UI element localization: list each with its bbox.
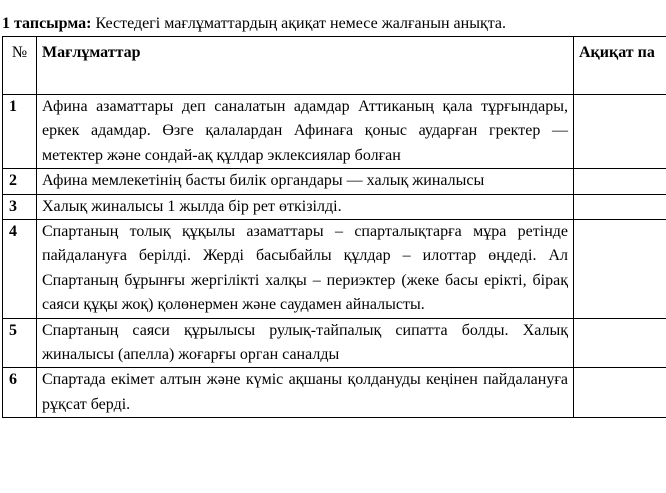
task-label: 1 тапсырма: — [2, 15, 92, 32]
row-fact: Халық жиналысы 1 жылда бір рет өткізілді. — [37, 194, 574, 219]
row-number: 3 — [3, 194, 37, 219]
answer-cell[interactable] — [574, 95, 666, 169]
table-row — [3, 368, 666, 418]
row-fact: Спартаның саяси құрылысы рулық-тайпалық сипатта болды. Халық жиналысы (апелла) жоғарғы орган саналды — [37, 318, 574, 368]
row-fact: Афина азаматтары деп саналатын адамдар Аттиканың қала тұрғындары, еркек адамдар. Өзге қалалардан Афинаға қоныс аударған гректер — метектер және сондай-ақ құлдар эклексиялар болған — [37, 95, 574, 169]
row-number: 4 — [3, 220, 37, 319]
row-number: 2 — [3, 169, 37, 194]
header-facts: Мағлұматтар — [37, 37, 574, 95]
row-fact: Спартаның толық құқылы азаматтары – спарталықтарға мұра ретінде пайдалануға берілді. Жерді басыбайлы құлдар – илоттар өңдеді. Ал Спартаның бұрынғы жергілікті халқы – периэктер (жеке басы ерікті, бірақ саяси құқы жоқ) қолөнермен және саудамен айналысты. — [37, 220, 574, 319]
table-row — [3, 194, 666, 219]
header-number: № — [3, 37, 37, 95]
answer-cell[interactable] — [574, 169, 666, 194]
task-title — [2, 14, 506, 34]
answer-cell[interactable] — [574, 368, 666, 418]
answer-cell[interactable] — [574, 194, 666, 219]
answer-cell[interactable] — [574, 220, 666, 319]
answer-cell[interactable] — [574, 318, 666, 368]
table-row — [3, 318, 666, 368]
row-fact: Спартада екімет алтын және күміс ақшаны қолдануды кеңінен пайдалануға рұқсат берді. — [37, 368, 574, 418]
row-number: 6 — [3, 368, 37, 418]
table-header-row — [3, 37, 666, 95]
row-number: 1 — [3, 95, 37, 169]
facts-table — [2, 36, 666, 418]
table-row — [3, 169, 666, 194]
row-number: 5 — [3, 318, 37, 368]
task-text: Кестедегі мағлұматтардың ақиқат немесе жалғанын анықта. — [91, 15, 506, 32]
table-row — [3, 220, 666, 319]
header-answer: Ақиқат па — [574, 37, 666, 95]
row-fact: Афина мемлекетінің басты билік органдары — халық жиналысы — [37, 169, 574, 194]
table-row — [3, 95, 666, 169]
